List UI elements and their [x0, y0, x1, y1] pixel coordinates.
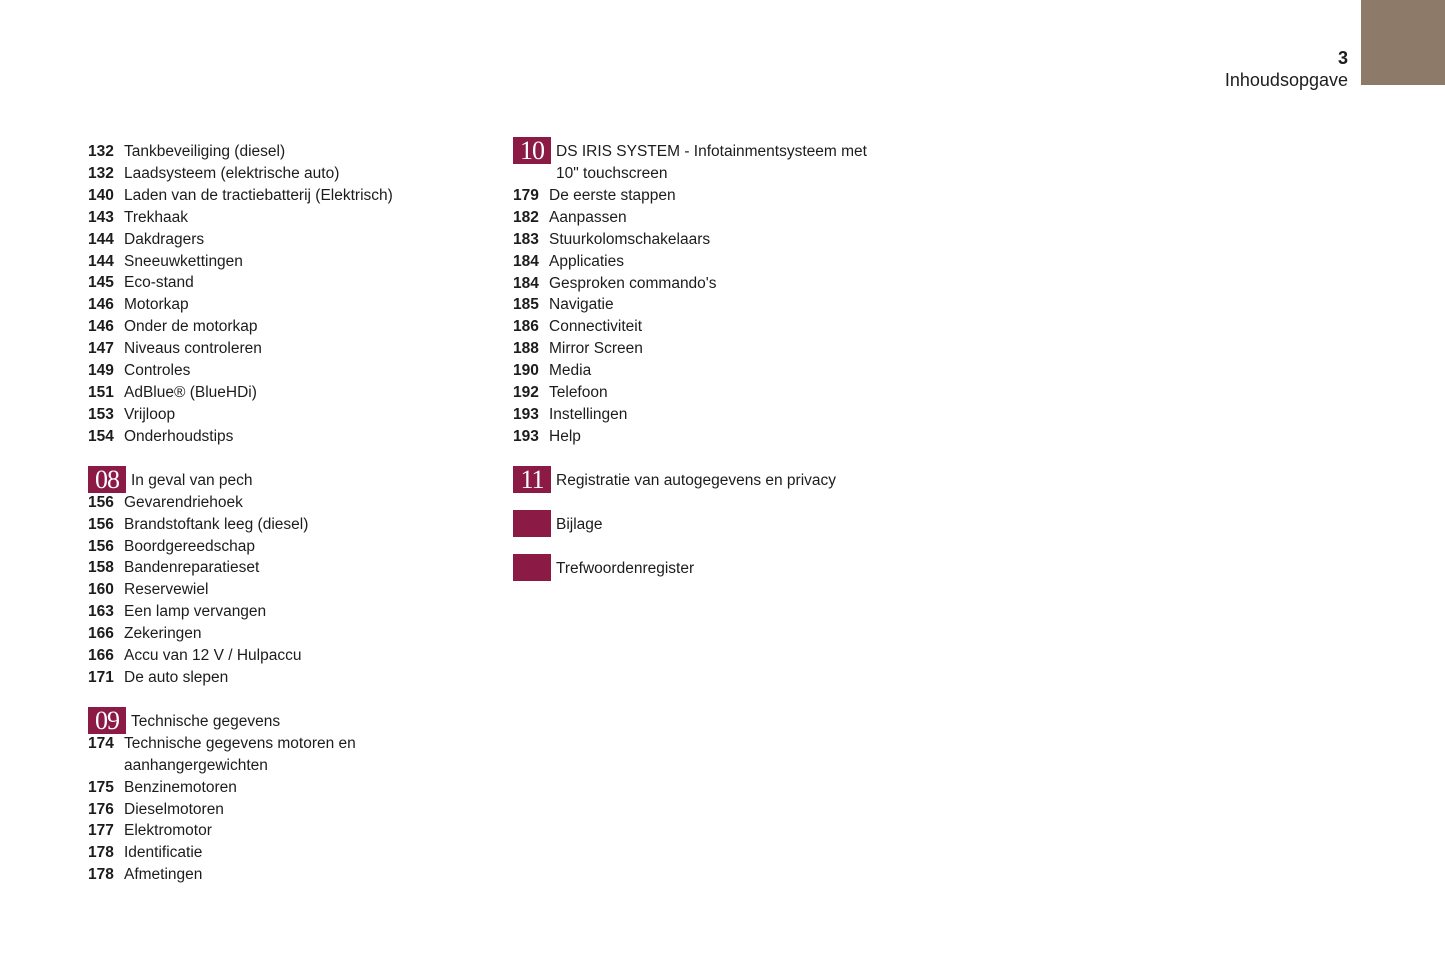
toc-entry[interactable] — [513, 207, 913, 229]
toc-entry-title: Bandenreparatieset — [124, 559, 260, 577]
toc-entry-title: Reservewiel — [124, 581, 209, 599]
toc-entry-title: Accu van 12 V / Hulpaccu — [124, 647, 302, 665]
toc-entry-title: Identificatie — [124, 844, 203, 862]
section-08-heading[interactable] — [88, 464, 488, 494]
toc-entry-page: 132 — [88, 143, 114, 160]
toc-middle-column — [513, 136, 913, 580]
toc-entry-title: Tankbeveiliging (diesel) — [124, 143, 286, 160]
toc-entry-page: 176 — [88, 800, 114, 818]
toc-entry-title: Vrijloop — [124, 405, 176, 423]
toc-entry-title: Motorkap — [124, 296, 189, 314]
toc-entry-page: 182 — [513, 208, 539, 226]
toc-entry[interactable] — [88, 799, 488, 821]
toc-entry-page: 192 — [513, 384, 539, 402]
toc-entry-page: 178 — [88, 866, 114, 884]
toc-entry-title: Navigatie — [549, 296, 614, 314]
toc-entry-page: 193 — [513, 405, 539, 423]
page-number: 3 — [1337, 48, 1348, 68]
toc-entry[interactable] — [513, 404, 913, 426]
toc-entry[interactable] — [88, 251, 488, 273]
toc-entry-title: Connectiviteit — [549, 318, 643, 336]
toc-entry-title: Dieselmotoren — [124, 800, 224, 818]
toc-entry-title: Niveaus controleren — [124, 340, 262, 358]
toc-entry[interactable] — [88, 492, 488, 514]
toc-entry[interactable] — [88, 163, 488, 185]
toc-entry-title: Controles — [124, 362, 191, 380]
toc-entry-title: Applicaties — [549, 252, 624, 270]
toc-entry-title: Benzinemotoren — [124, 778, 237, 796]
toc-entry-page: 178 — [88, 844, 114, 862]
toc-entry-title: Eco-stand — [124, 274, 194, 292]
toc-entry-page: 156 — [88, 515, 114, 533]
toc-entry[interactable] — [513, 316, 913, 338]
toc-entry[interactable] — [88, 272, 488, 294]
page-title: Inhoudsopgave — [1224, 70, 1348, 90]
section-title: Technische gegevens — [131, 712, 281, 730]
toc-entry-title: Elektromotor — [124, 822, 212, 840]
toc-entry-title-continued: aanhangergewichten — [124, 756, 268, 774]
toc-entry-page: 154 — [88, 427, 114, 445]
toc-entry[interactable] — [88, 557, 488, 579]
toc-entry[interactable] — [88, 514, 488, 536]
toc-entry-title: Technische gegevens motoren en — [124, 734, 356, 752]
section-09-heading[interactable] — [88, 705, 488, 735]
toc-entry-title: Onder de motorkap — [124, 318, 258, 336]
toc-entry[interactable] — [88, 207, 488, 229]
section-09-entries — [88, 733, 488, 886]
toc-entry[interactable] — [88, 229, 488, 251]
toc-entry[interactable] — [88, 536, 488, 558]
toc-entry-title: Instellingen — [549, 405, 628, 423]
toc-entry-page: 184 — [513, 252, 539, 270]
toc-entry-title: Een lamp vervangen — [124, 603, 267, 621]
toc-entry[interactable] — [513, 360, 913, 382]
toc-entry-title: Stuurkolomschakelaars — [549, 230, 711, 248]
page-header — [1225, 47, 1348, 91]
section-10-entries — [513, 185, 913, 448]
toc-entry-title: Laden van de tractiebatterij (Elektrisch) — [124, 186, 393, 204]
toc-entry-title: Boordgereedschap — [124, 537, 255, 555]
toc-entry[interactable] — [513, 251, 913, 273]
toc-entry[interactable] — [88, 623, 488, 645]
toc-entry-title: Media — [549, 362, 592, 380]
toc-entry[interactable] — [88, 404, 488, 426]
toc-entry-page: 146 — [88, 296, 114, 314]
toc-entry[interactable] — [513, 229, 913, 251]
toc-entry-title: Afmetingen — [124, 866, 203, 884]
toc-entry-page: 132 — [88, 164, 114, 182]
section-badge-10: 10 — [513, 137, 551, 164]
toc-entry[interactable] — [88, 601, 488, 623]
section-title: Trefwoordenregister — [556, 559, 695, 577]
toc-entry-title: Help — [549, 427, 581, 445]
toc-entry-page: 156 — [88, 493, 114, 511]
toc-entry-title: Aanpassen — [549, 208, 627, 226]
toc-left-column — [88, 141, 488, 886]
toc-entry[interactable] — [88, 360, 488, 382]
section-title: In geval van pech — [131, 471, 253, 489]
toc-entry-page: 166 — [88, 625, 114, 643]
toc-entry-page: 190 — [513, 362, 539, 380]
toc-entry[interactable] — [88, 185, 488, 207]
toc-entry-page: 163 — [88, 603, 114, 621]
toc-entry-page: 174 — [88, 734, 114, 752]
toc-entry-page: 156 — [88, 537, 114, 555]
appendix-heading[interactable] — [513, 514, 913, 536]
toc-entry-page: 184 — [513, 274, 539, 292]
toc-entry[interactable] — [513, 185, 913, 207]
toc-entry[interactable] — [88, 294, 488, 316]
section-badge-09: 09 — [88, 707, 126, 734]
section-10-heading[interactable] — [513, 136, 913, 165]
toc-entry-page: 147 — [88, 340, 114, 358]
section-11-heading[interactable] — [513, 464, 913, 494]
toc-entry-title: Laadsysteem (elektrische auto) — [124, 164, 340, 182]
toc-entry-page: 144 — [88, 252, 114, 270]
toc-entry-title: Onderhoudstips — [124, 427, 234, 445]
toc-entry[interactable] — [88, 579, 488, 601]
toc-entry-page: 145 — [88, 274, 114, 292]
toc-entry[interactable] — [88, 316, 488, 338]
toc-entry-page: 185 — [513, 296, 539, 314]
toc-entry[interactable] — [513, 382, 913, 404]
toc-entry-page: 171 — [88, 668, 114, 686]
toc-entry[interactable] — [88, 820, 488, 842]
toc-entry-page: 143 — [88, 208, 114, 226]
toc-entry-title: De eerste stappen — [549, 186, 676, 204]
toc-entry-page: 149 — [88, 362, 114, 380]
toc-entry[interactable] — [88, 338, 488, 360]
toc-entry-page: 160 — [88, 581, 114, 599]
toc-entry[interactable] — [88, 645, 488, 667]
toc-entry[interactable] — [513, 338, 913, 360]
toc-entry-page: 166 — [88, 647, 114, 665]
section-title-continued: 10" touchscreen — [556, 165, 668, 182]
toc-entry-title: Mirror Screen — [549, 340, 643, 358]
toc-entry-title: De auto slepen — [124, 668, 229, 686]
toc-entry-continued — [88, 755, 488, 777]
toc-entry-page: 177 — [88, 822, 114, 840]
section-title: DS IRIS SYSTEM - Infotainmentsysteem met — [556, 143, 867, 161]
toc-entry[interactable] — [513, 426, 913, 448]
toc-entry-title: AdBlue® (BlueHDi) — [124, 383, 257, 401]
toc-entry[interactable] — [88, 777, 488, 799]
section-badge-index — [513, 554, 551, 581]
toc-entry[interactable] — [88, 426, 488, 448]
toc-entry-title: Dakdragers — [124, 230, 205, 248]
toc-entry-page: 186 — [513, 318, 539, 336]
toc-entry[interactable] — [513, 273, 913, 295]
section-title: Registratie van autogegevens en privacy — [556, 471, 837, 489]
toc-entry-page: 153 — [88, 405, 114, 423]
toc-entry-title: Trekhaak — [124, 208, 189, 226]
index-heading[interactable] — [513, 558, 913, 580]
toc-entry-page: 183 — [513, 230, 539, 248]
toc-entry-page: 175 — [88, 778, 114, 796]
section-title: Bijlage — [556, 515, 603, 533]
toc-group-continued — [88, 141, 488, 448]
toc-entry-title: Sneeuwkettingen — [124, 252, 243, 270]
toc-entry-page: 146 — [88, 318, 114, 336]
toc-entry-page: 179 — [513, 186, 539, 204]
toc-entry-title: Gesproken commando's — [549, 274, 717, 292]
toc-entry-title: Gevarendriehoek — [124, 493, 243, 511]
toc-entry[interactable] — [88, 864, 488, 886]
toc-entry[interactable] — [88, 667, 488, 689]
toc-entry[interactable] — [88, 733, 488, 755]
section-badge-11: 11 — [513, 466, 551, 493]
section-badge-08: 08 — [88, 466, 126, 493]
toc-entry-page: 140 — [88, 186, 114, 204]
toc-entry-page: 193 — [513, 427, 539, 445]
toc-entry-title: Brandstoftank leeg (diesel) — [124, 515, 309, 533]
chapter-color-tab — [1361, 0, 1445, 85]
toc-entry[interactable] — [513, 294, 913, 316]
toc-entry-page: 158 — [88, 559, 114, 577]
section-badge-appendix — [513, 510, 551, 537]
toc-entry-page: 151 — [88, 383, 114, 401]
toc-entry-title: Telefoon — [549, 384, 608, 402]
toc-entry-title: Zekeringen — [124, 625, 202, 643]
toc-entry-spacer — [88, 755, 124, 777]
toc-entry[interactable] — [88, 842, 488, 864]
section-08-entries — [88, 492, 488, 689]
toc-entry[interactable] — [88, 141, 488, 163]
toc-entry[interactable] — [88, 382, 488, 404]
toc-entry-page: 144 — [88, 230, 114, 248]
toc-entry-page: 188 — [513, 340, 539, 358]
